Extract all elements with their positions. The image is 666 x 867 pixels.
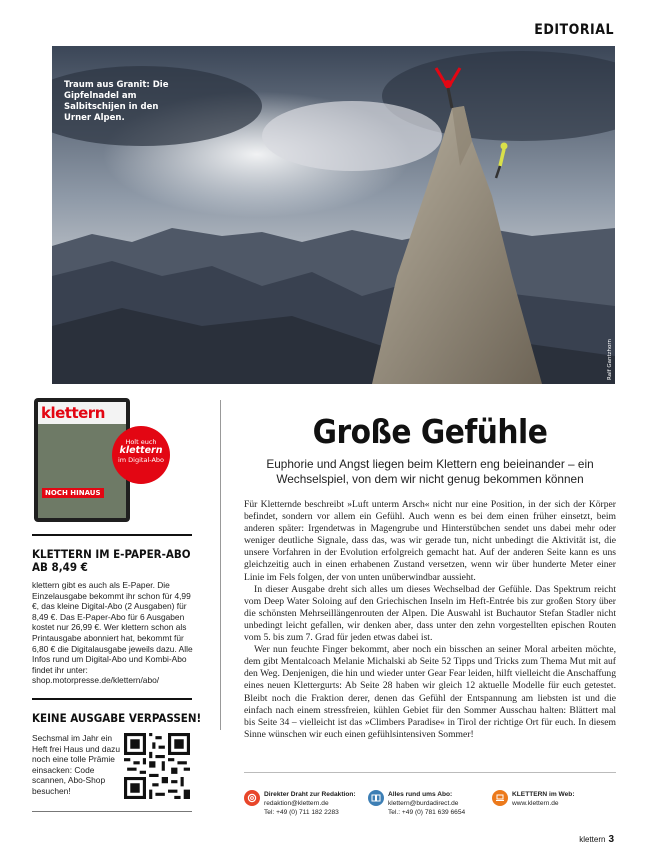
article-paragraph: In dieser Ausgabe dreht sich alles um dieses Wechselbad der Gefühle. Das Spektrum reicht vom Deep Water Soloing auf den Griechischen Inseln im Heft-Entrée bis zur großen Story über die schönsten Mehrseillängenrouten der Alpen. Die Auswahl ist Buchautor Stefan Stadler nicht unbedingt leicht gefallen, wir denken aber, dass unter den zehn vorgestellten epischen Routen vom 5. bis zum 7. Grad für jeden etwas dabei ist. [244,583,616,644]
section-label: EDITORIAL [534,22,614,38]
contact-bar [244,790,616,817]
badge-top: Holt euch [125,438,157,446]
page-footer [579,834,614,845]
contact-title: Alles rund ums Abo: [388,791,453,798]
photo-credit: Ralf Gantzhorn [607,339,613,380]
hero-photo [52,46,615,384]
article-paragraph: Für Kletternde beschreibt »Luft unterm Arsch« nicht nur eine Position, in der sich der Körper befindet, sondern vor allem ein Gefühl. Auch wenn es bei dem einen früher einsetzt, beim anderen später: Irgendetwas in Magengrube und Hinterstübchen sendet uns dabei mehr oder weniger deutliche Signale, dass das, was wir gerade tun, nicht unbedingt die Aktivität ist, die unsere Vorfahren in der Evolution erfolgreich gemacht hat. Auf der anderen Seite kann es uns gleichzeitig auch in einen erhabenen Zustand versetzen, wenn wir über hunderte Meter einer Linie im Fels folgen, der von unten unüberwindbar aussieht. [244,499,616,583]
contact-email[interactable]: klettern@burdadirect.de [388,800,459,807]
magazine-cover-line: NOCH HINAUS [42,488,104,498]
contact-title: Direkter Draht zur Redaktion: [264,791,356,798]
page-number: 3 [608,834,614,845]
badge-brand: klettern [119,445,163,456]
article-subtitle: Euphorie und Angst liegen beim Klettern eng beieinander – ein Wechselspiel, von dem wir nicht genug bekommen können [266,457,594,486]
contact-phone: Tel.: +49 (0) 781 639 6654 [388,809,466,816]
sidebar-separator-3 [32,811,192,812]
article-body [244,499,616,741]
eabo-text: klettern gibt es auch als E-Paper. Die Einzelausgabe bekommt ihr schon für 4,99 €, das kleine Digital-Abo (2 Ausgaben) für 8,49 €. Das E-Paper-Abo für 6 Ausgaben kostet nur 26,99 €. Wer klettern schon als Printausgabe abonniert hat, bekommt für 6,80 € die Digitalausgabe jeweils dazu. Alle Infos rund um Digital-Abo und Kombi-Abo findet ihr unter: shop.motorpresse.de/klettern/abo/ [32,580,193,686]
qr-code-icon[interactable] [124,733,190,799]
sidebar [32,398,204,812]
contact-website[interactable]: www.klettern.de [512,800,559,807]
digital-abo-badge [112,426,170,484]
article-title: Große Gefühle [312,412,548,451]
eabo-heading: KLETTERN IM E-PAPER-ABO AB 8,49 € [32,547,191,574]
hero-caption: Traum aus Granit: Die Gipfelnadel am Salbitschijen in den Urner Alpen. [64,80,169,123]
issue-text: Sechsmal im Jahr ein Heft frei Haus und dazu noch eine tolle Prämie einsacken: Code scannen, Abo-Shop besuchen! [32,732,120,796]
contact-phone: Tel: +49 (0) 711 182 2283 [264,809,339,816]
magazine-masthead: klettern [38,402,126,424]
laptop-icon [492,790,508,806]
sidebar-separator-2 [32,698,192,700]
digital-magazine-promo[interactable] [34,398,165,522]
contact-separator [244,772,616,773]
book-icon [368,790,384,806]
at-icon [244,790,260,806]
badge-bottom: im Digital-Abo [117,456,165,464]
contact-title: KLETTERN im Web: [512,791,575,798]
issue-heading: KEINE AUSGABE VERPASSEN! [32,710,202,725]
contact-email[interactable]: redaktion@klettern.de [264,800,329,807]
contact-web[interactable] [492,790,616,817]
column-divider [220,400,221,730]
contact-subscription[interactable] [368,790,492,817]
footer-brand: klettern [579,835,606,844]
sidebar-separator [32,534,192,536]
article-paragraph: Wer nun feuchte Finger bekommt, aber noch ein bisschen an seiner Moral arbeiten möchte, dem gibt Mentalcoach Melanie Michalski ab Seite 52 Tipps und Tricks zum Thema Mut mit auf den Weg. Denjenigen, die hin und wieder unter Gear Fear leiden, hilft vielleicht die Anschaffung eines neuen Klettergurts: Ab Seite 28 haben wir gleich 12 aktuelle Modelle für euch getestet. Bleibt noch die Fraktion derer, denen das Gefühl der Entspannung am liebsten ist und die einfach nach einem stressfreien, kühlen Gebiet für den Sommer Ausschau halten: Blättert mal bis Seite 34 – vielleicht ist das »Climbers Paradise« in Tirol der richtige Ort für euch. In diesem Sinne wünschen wir euch einen gefühlsintensiven Sommer! [244,644,616,740]
editorial-article [244,412,616,741]
contact-editorial[interactable] [244,790,368,817]
